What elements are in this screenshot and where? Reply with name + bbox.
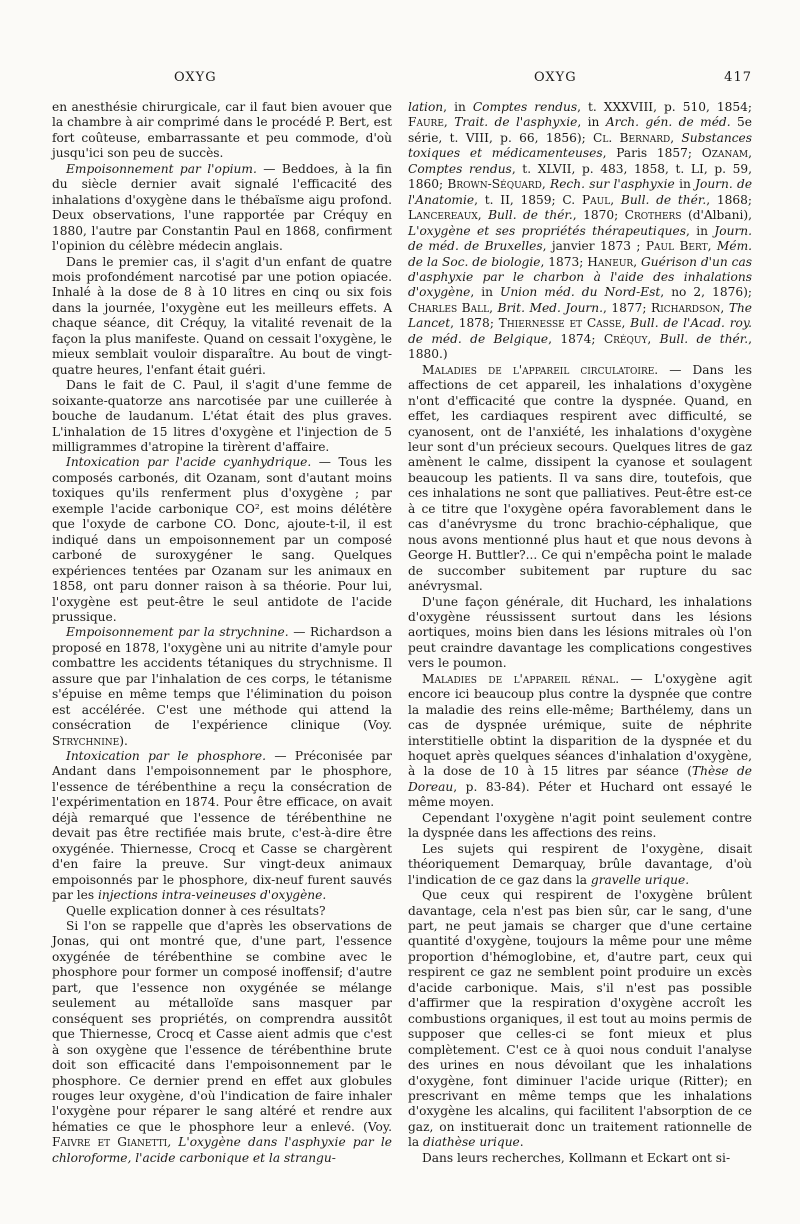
text: , xyxy=(621,316,631,331)
emphasis: Journ. de l'Anatomie xyxy=(408,177,753,207)
text: , 1877; xyxy=(602,300,652,315)
text: , t. XXXVIII, p. 510, 1854; xyxy=(577,100,752,114)
text: (d'Albani), xyxy=(681,208,752,223)
paragraph: Cependant l'oxygène n'agit point seulement contre la dyspnée dans les affections des reins. xyxy=(408,810,752,841)
emphasis: Union méd. du Nord-Est xyxy=(500,285,661,300)
right-column xyxy=(408,100,752,1166)
left-column xyxy=(52,100,392,1166)
emphasis: L'oxygène et ses propriétés thérapeutiques xyxy=(408,223,686,238)
paragraph-text: — Beddoes, à la fin du siècle dernier avait signalé l'efficacité des inhalations d'oxygène dans le thébaïsme aigu profond. Deux observations, l'une rapportée par Créquy en 1880, l'autre par Constantin Paul en 1868, confirment l'opinion du célèbre médecin anglais. xyxy=(52,161,393,254)
text: , t. XLVII, p. 483, 1858, t. LI, p. 59, 1860; xyxy=(408,161,753,192)
paragraph-text: Si l'on se rappelle que d'après les observations de Jonas, qui ont montré que, d'une part, l'essence oxygénée de térébenthine se combine avec le phosphore pour former un composé inoffensif; d'autre part, que l'essence non oxygénée se mélange seulement au métalloïde sans masquer par conséquent ses propriétés, on comprendra aussitôt que Thiernesse, Crocq et Casse aient admis que c'est à son oxygène que l'essence de térébenthine brute doit son efficacité dans l'empoisonnement par le phosphore. Ce dernier prend en effet aux globules rouges leur oxygène, d'où l'indication de faire inhaler l'oxygène pour réparer le sang altéré et rendre aux hématies ce que le phosphore leur a enlevé. (Voy. xyxy=(52,919,392,1134)
paragraph-text: Les sujets qui respirent de l'oxygène, disait théoriquement Demarquay, brûle davantage, d'où l'indication de ce gaz dans la xyxy=(408,841,752,887)
section-title: Empoisonnement par l'opium. xyxy=(66,161,257,176)
section-title: Maladies de l'appareil rénal. xyxy=(422,671,620,686)
paragraph xyxy=(52,455,392,625)
emphasis: Arch. gén. de méd. xyxy=(605,115,731,130)
emphasis: lation xyxy=(408,100,444,114)
text: , xyxy=(489,300,498,315)
emphasis: Trait. de l'asphyxie xyxy=(454,115,578,130)
paragraph-text: , p. 83-84). Péter et Huchard ont essayé le même moyen. xyxy=(408,779,752,810)
paragraph-text: — Tous les composés carbonés, dit Ozanam, sont d'autant moins toxiques qu'ils renferment plus d'oxygène ; par exemple l'acide carbonique CO², est moins délétère que l'oxyde de carbone CO. Donc, ajoute-t-il, il est indiqué dans un empoisonnement par un composé carboné de suroxygéner le sang. Quelques expériences tentées par Ozanam sur les animaux en 1858, ont paru donner raison à sa théorie. Pour lui, l'oxygène est peut-être le seul antidote de l'acide prussique. xyxy=(52,455,392,624)
text: , xyxy=(541,177,551,192)
author-name: Richardson xyxy=(651,300,721,315)
section-title: Intoxication par l'acide cyanhydrique. xyxy=(66,455,312,470)
running-header xyxy=(52,70,752,88)
paragraph: en anesthésie chirurgicale, car il faut bien avouer que la chambre à air comprimé dans le procédé P. Bert, est fort coûteuse, embarrassante et peu commode, d'où jusqu'ici son peu de succès. xyxy=(52,100,392,161)
author-name: Cl. Bernard xyxy=(593,130,671,145)
emphasis: Comptes rendus xyxy=(408,161,512,176)
text: , xyxy=(647,331,660,346)
text: , xyxy=(670,130,682,145)
paragraph xyxy=(408,672,752,811)
author-name: Thiernesse et Casse xyxy=(498,316,622,331)
emphasis: Substances toxiques et médicamenteuses xyxy=(408,130,752,161)
paragraph: Dans le premier cas, il s'agit d'un enfant de quatre mois profondément narcotisé par une potion opiacée. Inhalé à la dose de 8 à 10 litres en cinq ou six fois dans la journée, l'oxygène eut les meilleurs effets. A chaque séance, dit Créquy, la vitalité revenait de la façon la plus manifeste. Quand on cessait l'oxygène, le mieux semblait vouloir disparaître. Au bout de vingt-quatre heures, l'enfant était guéri. xyxy=(52,254,392,377)
author-name: C. Paul xyxy=(562,192,611,207)
text: , in xyxy=(443,100,473,114)
text: , xyxy=(720,300,729,315)
text: , Paris 1857; xyxy=(602,146,702,161)
author-name: Faure xyxy=(408,115,444,130)
text: , 1880.) xyxy=(408,331,752,362)
text: in xyxy=(674,177,696,192)
emphasis: Bull. de thér. xyxy=(488,208,573,223)
text: , janvier 1873 ; xyxy=(542,239,646,254)
text: , in xyxy=(577,115,606,130)
text: , 1868; xyxy=(706,192,752,207)
author-name: Créquy xyxy=(603,331,648,346)
emphasis: Brit. Med. Journ. xyxy=(497,300,603,315)
paragraph xyxy=(52,749,392,904)
text: , in xyxy=(685,223,715,238)
paragraph xyxy=(52,162,392,255)
emphasis: Bull. de thér. xyxy=(659,331,749,346)
text: , 1878; xyxy=(450,316,499,331)
emphasis: Guérison d'un cas d'asphyxie par le charbon à l'aide des inhalations d'oxygène xyxy=(408,254,752,300)
paragraph: Dans leurs recherches, Kollmann et Eckart ont si- xyxy=(422,1150,731,1165)
text: , t. II, 1859; xyxy=(474,192,563,207)
text: , xyxy=(633,254,641,269)
text: , xyxy=(748,146,753,161)
author-name: Haneur xyxy=(587,254,634,269)
emphasis: Thèse de Doreau xyxy=(408,764,752,794)
header-right-title: OXYG xyxy=(534,70,577,85)
text: , xyxy=(707,239,717,254)
paragraph-text: Que ceux qui respirent de l'oxygène brûlent davantage, cela n'est pas bien sûr, car le sang, d'une part, ne peut jamais se charger que d'une certaine quantité d'oxygène, toujours la même pour une même proportion d'hémoglobine, et, d'autre part, ceux qui respirent ce gaz ne semblent point produire un excès d'acide carbonique. Mais, s'il n'est pas possible d'affirmer que la respiration d'oxygène accroît les combustions organiques, il est tout au moins permis de supposer que celles-ci se font mieux et plus complètement. C'est ce à quoi nous conduit l'analyse des urines en nous dévoilant que les inhalations d'oxygène, font diminuer l'acide urique (Ritter); en prescrivant en même temps que les inhalations d'oxygène les alcalins, qui facilitent l'absorption de ce gaz, on instituerait donc un traitement rationnelle de la xyxy=(408,888,752,1150)
section-title: Maladies de l'appareil circulatoire. xyxy=(422,362,659,377)
text: , xyxy=(477,208,489,223)
emphasis: Bull. de thér. xyxy=(620,192,707,207)
text: , no 2, 1876); xyxy=(660,285,752,300)
paragraph-text: — Préconisée par Andant dans l'empoisonnement par le phosphore, l'essence de térébenthine a reçu la consécration de l'expérimentation en 1874. Pour être efficace, on avait déjà remarqué que l'essence de térébenthine ne devait pas être rectifiée mais brute, c'est-à-dire être oxygénée. Thiernesse, Crocq et Casse se chargèrent d'en faire la preuve. Sur vingt-deux animaux empoisonnés par le phosphore, dix-neuf furent sauvés par les xyxy=(52,749,392,903)
paragraph-text: — Dans les affections de cet appareil, les inhalations d'oxygène n'ont d'efficacité que contre la dyspnée. Quand, en effet, les cardiaques respirent avec difficulté, se cyanosent, ont de l'anxiété, les inhalations d'oxygène leur sont d'un précieux secours. Quelques litres de gaz amènent le calme, dissipent la cyanose et soulagent beaucoup les patients. Il va sans dire, toutefois, que ces inhalations ne sont que palliatives. Peut-être est-ce à ce titre que l'oxygène opéra favorablement dans le cas d'anévrysme du tronc brachio-céphalique, que nous avons mentionné plus haut et que nous devons à George H. Buttler?... Ce qui n'empêcha point le malade de succomber subitement par rupture du sac anévrysmal. xyxy=(408,362,752,594)
paragraph-text: . xyxy=(519,1135,524,1150)
emphasis: , L'oxygène dans l'asphyxie par le chloroforme, l'acide carbonique et la strangu- xyxy=(52,1135,392,1165)
emphasis: injections intra-veineuses d'oxygène. xyxy=(98,888,327,903)
author-name: Paul Bert xyxy=(645,239,708,254)
author-name: Charles Ball xyxy=(408,300,490,315)
emphasis: diathèse urique xyxy=(423,1135,520,1150)
text: , xyxy=(443,115,455,130)
emphasis: gravelle urique. xyxy=(590,872,690,887)
paragraph: D'une façon générale, dit Huchard, les inhalations d'oxygène réussissent surtout dans les lésions aortiques, moins bien dans les lésions mitrales où l'on peut craindre davantage les complications congestives vers le poumon. xyxy=(408,594,752,671)
text: , 1874; xyxy=(548,331,604,346)
section-title: Empoisonnement par la strychnine. xyxy=(66,625,289,640)
emphasis: Bull. de l'Acad. roy. de méd. de Belgique xyxy=(408,316,753,346)
author-name: Ozanam xyxy=(701,146,749,161)
emphasis: The Lancet xyxy=(408,300,753,331)
paragraph-text: — L'oxygène agit encore ici beaucoup plus contre la dyspnée que contre la maladie des reins elle-même; Barthélemy, dans un cas de dyspnée urémique, suite de néphrite interstitielle obtint la disparition de la dyspnée et du hoquet après quelques séances d'inhalation d'oxygène, à la dose de 10 à 15 litres par séance ( xyxy=(408,671,752,779)
author-name: Lancereaux xyxy=(408,208,478,223)
author-name: Crothers xyxy=(624,208,682,223)
paragraph xyxy=(408,888,752,1151)
paragraph-text: ). xyxy=(119,733,128,748)
header-left-title: OXYG xyxy=(174,70,217,85)
cross-reference: Strychnine xyxy=(52,733,120,748)
author-name: Brown-Séquard xyxy=(447,177,542,192)
paragraph xyxy=(408,363,752,595)
emphasis: Journ. de méd. de Bruxelles xyxy=(408,223,752,254)
text: , 1870; xyxy=(572,208,625,223)
section-title: Intoxication par le phosphore. xyxy=(66,749,266,764)
page-number: 417 xyxy=(724,70,752,85)
text: , in xyxy=(470,285,501,300)
emphasis: Mém. de la Soc. de biologie xyxy=(408,239,753,269)
text: 5e série, t. VIII, p. 66, 1856); xyxy=(408,115,753,145)
paragraph xyxy=(408,842,752,888)
emphasis: Rech. sur l'asphyxie xyxy=(550,177,675,192)
bibliography-paragraph xyxy=(408,100,752,363)
text: , xyxy=(610,192,621,207)
paragraph: Quelle explication donner à ces résultats? xyxy=(66,903,326,918)
emphasis: Comptes rendus xyxy=(472,100,578,114)
paragraph: Dans le fait de C. Paul, il s'agit d'une femme de soixante-quatorze ans narcotisée par une cuillerée à bouche de laudanum. L'état était des plus graves. L'inhalation de 15 litres d'oxygène et l'injection de 5 milligrammes d'atropine la tirèrent d'affaire. xyxy=(52,378,392,454)
text: , 1873; xyxy=(540,254,588,269)
paragraph xyxy=(52,625,392,749)
author-names: Faivre et Gianetti xyxy=(52,1135,168,1150)
paragraph-text: — Richardson a proposé en 1878, l'oxygène uni au nitrite d'amyle pour combattre les accidents tétaniques du strychnisme. Il assure que par l'inhalation de ces corps, le tétanisme s'épuise en même temps que l'élimination du poison est accélérée. C'est une méthode qui attend la consécration de l'expérience clinique (Voy. xyxy=(52,625,392,733)
paragraph xyxy=(52,919,392,1166)
